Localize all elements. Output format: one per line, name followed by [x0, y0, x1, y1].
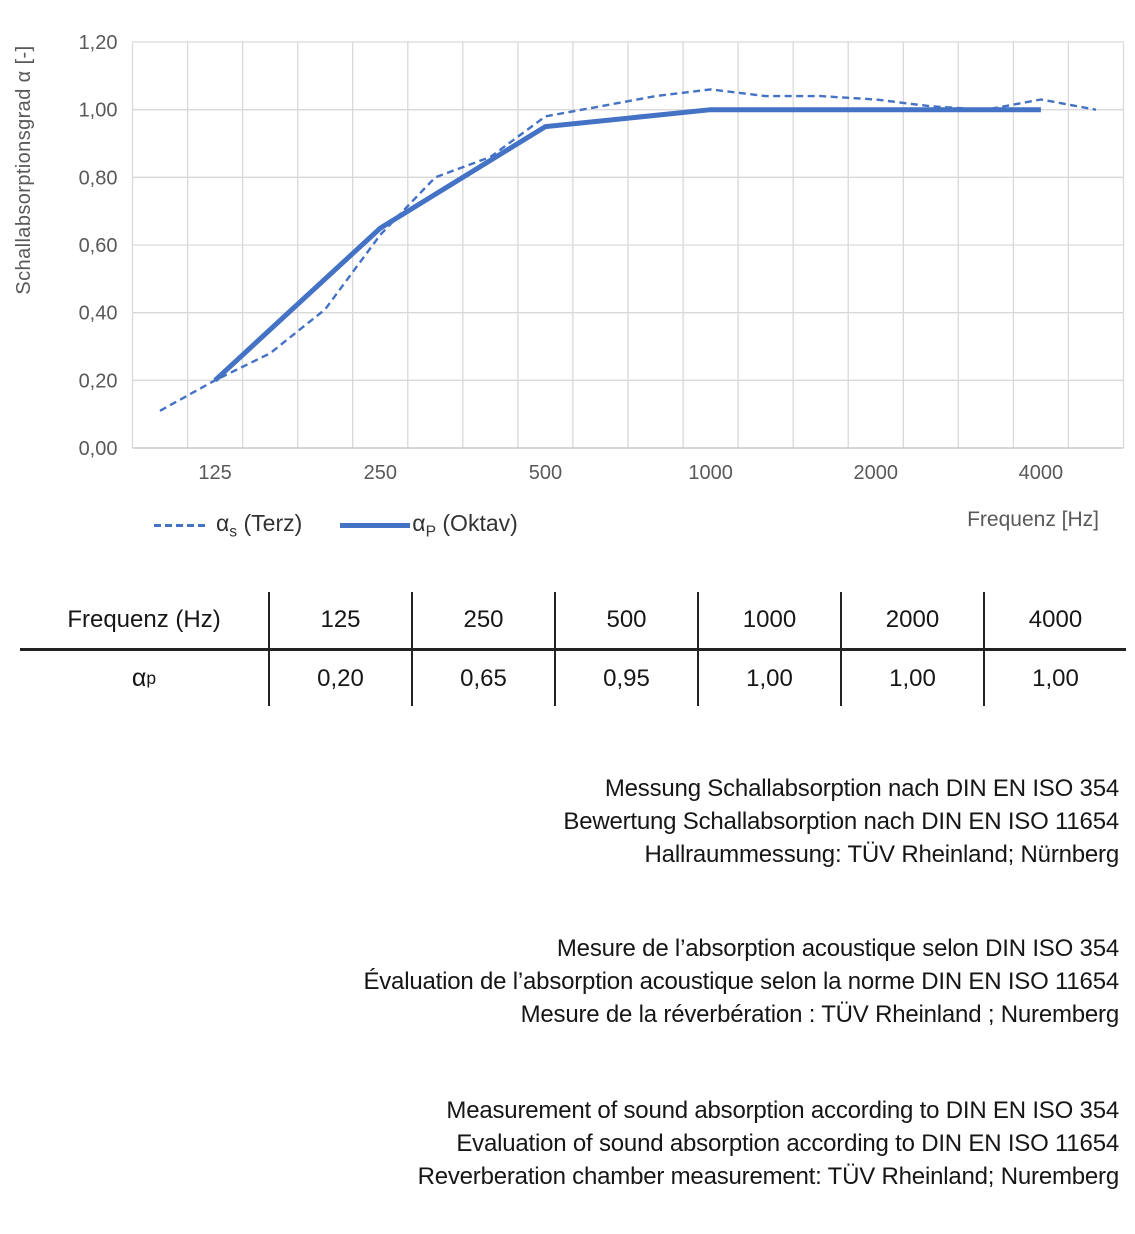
table-header-2000: 2000	[840, 592, 983, 648]
note-english	[0, 1094, 1135, 1193]
alpha-subscript: p	[146, 668, 157, 688]
legend-alpha-s-subscript: s	[229, 523, 238, 541]
table-value-125: 0,20	[268, 651, 411, 706]
legend-alpha-p-text: (Oktav)	[436, 510, 518, 536]
note-french-line-2: Évaluation de l’absorption acoustique selon la norme DIN EN ISO 11654	[363, 968, 1119, 995]
note-english-line-3: Reverberation chamber measurement: TÜV Rheinland; Nuremberg	[417, 1163, 1119, 1190]
note-german	[0, 772, 1135, 871]
table-value-4000: 1,00	[983, 651, 1126, 706]
svg-text:Schallabsorptionsgrad α [-]: Schallabsorptionsgrad α [-]	[13, 45, 35, 295]
svg-text:1,00: 1,00	[78, 99, 118, 122]
svg-text:4000: 4000	[1018, 462, 1064, 484]
legend-alpha-p-subscript: P	[425, 523, 436, 541]
table-header-125: 125	[268, 592, 411, 648]
svg-text:250: 250	[363, 462, 397, 484]
svg-text:0,60: 0,60	[78, 235, 118, 257]
table-header-1000: 1000	[697, 592, 840, 648]
table-value-1000: 1,00	[697, 651, 840, 706]
absorption-chart	[0, 0, 1135, 556]
legend-alpha-s-text: (Terz)	[237, 510, 303, 536]
table-value-row	[20, 651, 1126, 706]
table-header-500: 500	[554, 592, 697, 648]
table-value-250: 0,65	[411, 651, 554, 706]
note-french	[0, 932, 1135, 1031]
svg-text:1000: 1000	[688, 462, 733, 484]
chart-plot-area	[0, 0, 1135, 500]
svg-text:0,20: 0,20	[78, 370, 118, 393]
table-value-2000: 1,00	[840, 651, 983, 706]
table-header-4000: 4000	[983, 592, 1126, 648]
x-axis-title: Frequenz [Hz]	[967, 508, 1099, 531]
table-header-250: 250	[411, 592, 554, 648]
note-french-line-3: Mesure de la réverbération : TÜV Rheinland ; Nuremberg	[520, 1001, 1119, 1028]
legend-dashed-line-swatch	[154, 524, 206, 527]
legend-label-alpha-s	[216, 510, 302, 542]
note-english-line-1: Measurement of sound absorption according to DIN EN ISO 354	[446, 1097, 1119, 1124]
note-german-line-1: Messung Schallabsorption nach DIN EN ISO 354	[604, 775, 1119, 802]
note-german-line-3: Hallraummessung: TÜV Rheinland; Nürnberg	[644, 841, 1119, 868]
alpha-p-table	[20, 592, 1126, 706]
legend-label-alpha-p	[412, 510, 518, 542]
legend-alpha-s-symbol: α	[216, 510, 230, 536]
legend-solid-line-swatch	[340, 523, 410, 528]
svg-text:125: 125	[198, 462, 232, 484]
table-header-row	[20, 592, 1126, 651]
svg-text:2000: 2000	[853, 462, 899, 484]
note-french-line-1: Mesure de l’absorption acoustique selon DIN ISO 354	[556, 935, 1119, 962]
svg-text:1,20: 1,20	[78, 32, 118, 54]
table-row-label-alpha-p	[20, 651, 268, 706]
svg-text:0,40: 0,40	[78, 302, 118, 325]
note-german-line-2: Bewertung Schallabsorption nach DIN EN ISO 11654	[563, 808, 1119, 835]
table-header-frequency: Frequenz (Hz)	[67, 606, 221, 633]
table-value-500: 0,95	[554, 651, 697, 706]
legend-alpha-p-symbol: α	[412, 510, 426, 536]
chart-footer	[0, 500, 1135, 556]
svg-text:0,80: 0,80	[78, 167, 118, 190]
chart-legend	[154, 510, 518, 542]
svg-text:0,00: 0,00	[78, 438, 118, 460]
alpha-symbol: α	[131, 664, 147, 692]
svg-text:500: 500	[528, 462, 563, 484]
note-english-line-2: Evaluation of sound absorption according to DIN EN ISO 11654	[456, 1130, 1119, 1157]
